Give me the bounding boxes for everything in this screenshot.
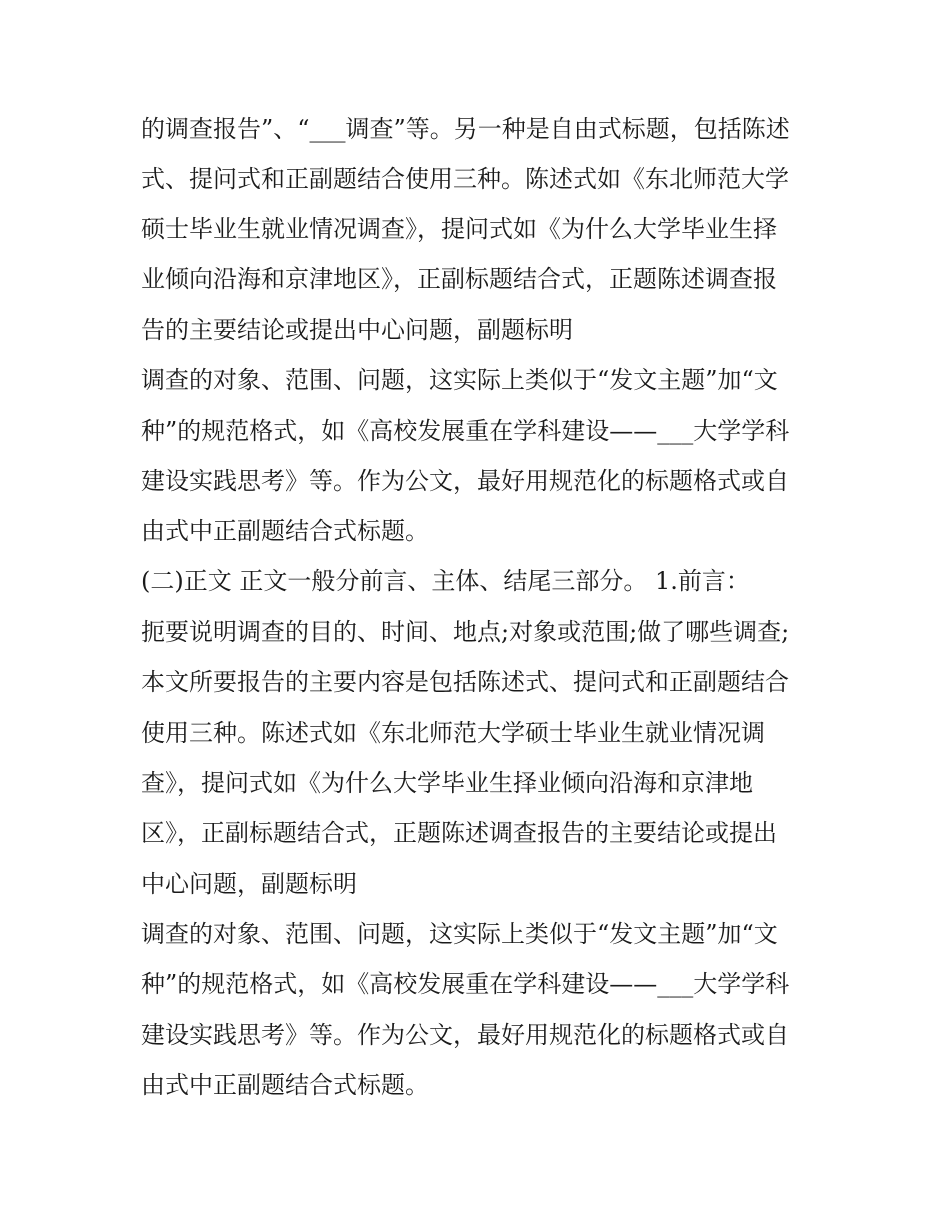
text-line-18: 种”的规范格式，如《高校发展重在学科建设——___大学学科 [141, 970, 790, 998]
text-line-1: 的调查报告”、“___调查”等。另一种是自由式标题，包括陈述 [141, 115, 790, 143]
text-line-17: 调查的对象、范围、问题，这实际上类似于“发文主题”加“文 [141, 920, 778, 948]
text-line-7: 种”的规范格式，如《高校发展重在学科建设——___大学学科 [141, 417, 790, 445]
text-line-6: 调查的对象、范围、问题，这实际上类似于“发文主题”加“文 [141, 366, 778, 394]
text-line-4: 业倾向沿海和京津地区》，正副标题结合式，正题陈述调查报 [141, 265, 777, 293]
text-line-9: 由式中正副题结合式标题。 [141, 517, 429, 545]
text-line-12: 本文所要报告的主要内容是包括陈述式、提问式和正副题结合 [141, 668, 789, 696]
text-line-3: 硕士毕业生就业情况调查》，提问式如《为什么大学毕业生择 [141, 215, 777, 243]
text-line-10: (二)正文 正文一般分前言、主体、结尾三部分。 1.前言： [141, 567, 750, 595]
text-line-16: 中心问题，副题标明 [141, 870, 357, 898]
text-line-8: 建设实践思考》等。作为公文，最好用规范化的标题格式或自 [141, 467, 789, 495]
text-line-20: 由式中正副题结合式标题。 [141, 1071, 429, 1099]
text-line-19: 建设实践思考》等。作为公文，最好用规范化的标题格式或自 [141, 1021, 789, 1049]
text-line-2: 式、提问式和正副题结合使用三种。陈述式如《东北师范大学 [141, 165, 789, 193]
text-line-5: 告的主要结论或提出中心问题，副题标明 [141, 316, 573, 344]
text-line-15: 区》，正副标题结合式，正题陈述调查报告的主要结论或提出 [141, 819, 777, 847]
text-line-13: 使用三种。陈述式如《东北师范大学硕士毕业生就业情况调 [141, 719, 765, 747]
text-line-11: 扼要说明调查的目的、时间、地点;对象或范围;做了哪些调查; [141, 618, 790, 646]
text-line-14: 查》，提问式如《为什么大学毕业生择业倾向沿海和京津地 [141, 769, 753, 797]
